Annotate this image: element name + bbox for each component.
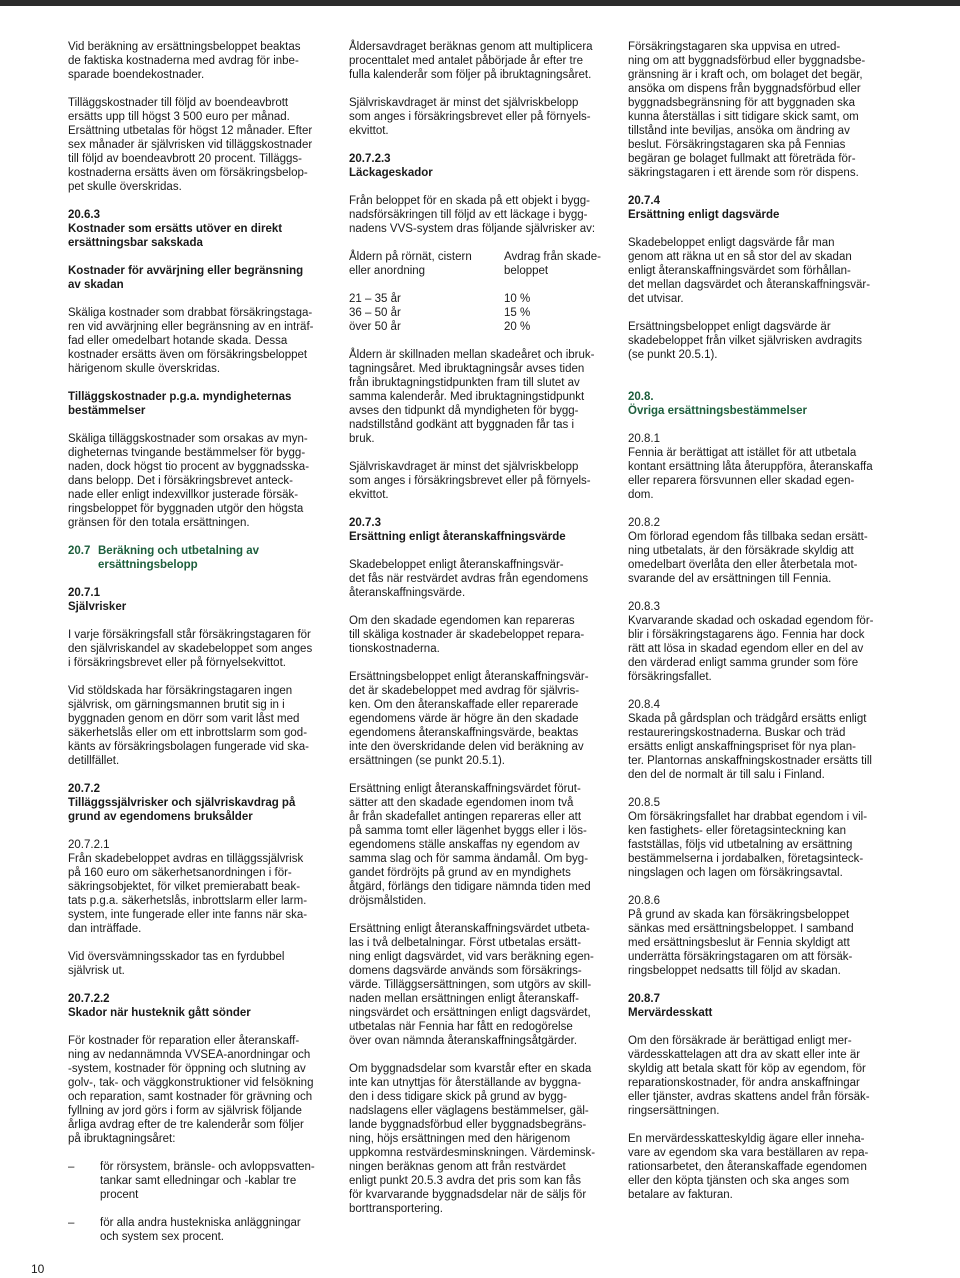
section-title: Övriga ersättningsbestämmelser [628,405,807,417]
table-header-cell: Åldern på rörnät, cistern eller anordning [349,251,472,277]
table-row [349,306,601,320]
section-number: 20.7.2.3 [349,153,391,165]
section-number: 20.8.3 [628,601,660,613]
section-heading-20-8 [628,376,890,418]
list-item-text: för alla andra hustekniska anläggningar och system sex procent. [100,1217,301,1243]
list-item-text: för rörsystem, bränsle- och avloppsvatten- tankar samt elledningar och -kablar tre procent [100,1161,315,1201]
paragraph: Vid beräkning av ersättningsbeloppet beaktas de faktiska kostnaderna med avdrag för inbe- sparade boendekostnader. [68,41,301,81]
paragraph: Om försäkringsfallet har drabbat egendom i vil- ken fastighets- eller företagsinteckning kan fastställas, följs vid utbetalning av ersättning bestämmelserna i jordabalken, företagsinteck- ningslagen och lagen om försäkringsavtal. [628,811,868,879]
section-title: Ersättning enligt återanskaffningsvärde [349,531,566,543]
page-number: 10 [31,1262,45,1276]
paragraph: Ersättning enligt återanskaffningsvärdet förut- sätter att den skadade egendomen inom två år från skadefallet antingen repareras eller att på samma tomt eller lägenhet byggs eller i lös- egendomens ställe anskaffas ny egendom av samma slag och för samma ändamål. Om byg- gandet fördröjts på grund av en myndighets åtgärd, förlängs den tidigare nämnda tiden med dröjsmålstiden. [349,783,591,907]
section-number: 20.7 [68,545,91,557]
table-cell: 15 % [504,307,531,319]
paragraph: Om den försäkrade är berättigad enligt mer- värdesskattelagen att dra av skatt eller inte är skyldig att betala skatt för köp av egendom, för reparationskostnader, för andra anskaffningar eller tjänster, avdras skattens andel från försäk- ringsersättningen. [628,1035,870,1117]
table-cell: 10 % [504,293,531,305]
paragraph: Vid stöldskada har försäkringstagaren ingen självrisk, om gärningsmannen brutit sig in i byggnaden genom en dörr som varit låst med säkerhetslås eller om ett inbrottslarm som god- känts av försäkringsbolagen fungerade vid ska- detillfället. [68,685,310,767]
section-number: 20.8.1 [628,433,660,445]
paragraph: Vid översvämningsskador tas en fyrdubbel självrisk ut. [68,951,285,977]
paragraph: Från beloppet för en skada på ett objekt i bygg- nadsförsäkringen till följd av ett läckage i bygg- nadens VVS-system dras följande självrisker av: [349,195,596,235]
section-number: 20.7.2.1 [68,839,110,851]
paragraph: Fennia är berättigat att istället för att utbetala kontant ersättning låta återuppföra, återanskaffa eller reparera försvunnen eller skadad egen- dom. [628,447,873,501]
table-header-row [349,250,601,278]
paragraph: Om förlorad egendom fås tillbaka sedan ersätt- ning utbetalats, är den försäkrade skyldig att omedelbart överlåta den eller återbetala mot- svarande del av ersättningen till Fennia. [628,531,868,585]
column-2 [349,40,611,1230]
paragraph: Tilläggskostnader till följd av boendeavbrott ersätts upp till högst 3 500 euro per månad. Ersättning utbetalas för högst 12 månader. Efter sex månader är självrisken vid tilläggskostnader till följd av boendeavbrott 20 procent. Tilläggs- kostnaderna ersätts även om försäkringsbelop- pet skulle överskridas. [68,97,313,193]
paragraph: Skäliga kostnader som drabbat försäkringstaga- ren vid avvärjning eller begränsning av en inträf- fad eller omedelbart hotande skada. Dessa kostnader ersätts även om försäkringsbeloppet härigenom skulle överskridas. [68,307,314,375]
paragraph: Skadebeloppet enligt återanskaffningsvär- det fås när restvärdet avdras från egendomens återanskaffningsvärde. [349,559,589,599]
section-number: 20.7.3 [349,517,381,529]
paragraph: Åldern är skillnaden mellan skadeåret och ibruk- tagningsåret. Med ibruktagningsår avses tiden från ibruktagningstidpunkten fram till slutet av samma kalenderår. Med ibruktagningstidpunkt avses den tidpunkt då myndigheten för bygg- nadstillstånd godkänt att byggnaden får tas i bruk. [349,349,595,445]
section-number: 20.8.2 [628,517,660,529]
column-1 [68,40,323,1258]
paragraph: Självriskavdraget är minst det självriskbelopp som anges i försäkringsbrevet eller på förnyels- ekvittot. [349,97,591,137]
table-cell: 21 – 35 år [349,293,401,305]
table-cell: 20 % [504,321,531,333]
paragraph: Ersättningsbeloppet enligt återanskaffningsvär- det är skadebeloppet med avdrag för självris- ken. Om den återanskaffade eller reparerade egendomens värde är högre än den skadade egendomens återanskaffningsvärde, beaktas inte den överskridande delen vid beräkning av ersättningen (se punkt 20.5.1). [349,671,589,767]
dash-bullet: – [68,1217,75,1229]
section-number: 20.7.2.2 [68,993,110,1005]
section-heading-20-7 [68,544,323,572]
section-title: Mervärdesskatt [628,1007,713,1019]
paragraph: Självriskavdraget är minst det självriskbelopp som anges i försäkringsbrevet eller på förnyels- ekvittot. [349,461,591,501]
section-number: 20.8.7 [628,993,660,1005]
dash-bullet: – [68,1161,75,1173]
section-number: 20.8.5 [628,797,660,809]
table-cell: 36 – 50 år [349,307,401,319]
subsection-title: Kostnader för avvärjning eller begränsning av skadan [68,265,304,291]
table-row [349,320,601,334]
section-title: Tilläggssjälvrisker och självriskavdrag på grund av egendomens bruksålder [68,797,296,823]
section-number: 20.7.4 [628,195,660,207]
paragraph: Kvarvarande skadad och oskadad egendom för- blir i försäkringstagarens ägo. Fennia har dock rätt att lösa in skadad egendom eller en del av den värderad enligt samma grunder som före försäkringsfallet. [628,615,874,683]
paragraph: Från skadebeloppet avdras en tilläggssjälvrisk på 160 euro om säkerhetsanordningen i för- säkringsobjektet, för vilket premierabatt beak- tats p.g.a. säkerhetslås, inbrottslarm eller larm- system, inte fungerade eller inte fanns när ska- dan inträffade. [68,853,308,935]
section-title: Självrisker [68,601,127,613]
list-item [68,1216,323,1244]
section-number: 20.8.6 [628,895,660,907]
section-title: Kostnader som ersätts utöver en direkt ersättningsbar sakskada [68,223,283,249]
section-number: 20.6.3 [68,209,100,221]
section-number: 20.7.1 [68,587,100,599]
list-item [68,1160,323,1202]
section-number: 20.7.2 [68,783,100,795]
column-3 [628,40,890,1216]
deduction-table [349,250,601,334]
paragraph: På grund av skada kan försäkringsbeloppet sänkas med ersättningsbeloppet. I samband med ersättningsbeslut är Fennia skyldigt att underrätta försäkringstagaren om att försäk- ringsbeloppet nedsatts till följd av skadan. [628,909,854,977]
section-title: Läckageskador [349,167,433,179]
paragraph: Skäliga tilläggskostnader som orsakas av myn- digheternas tvingande bestämmelser för bygg- naden, dock högst tio procent av byggnadsska- dans belopp. Det i försäkringsbrevet anteck- nade eller enligt indexvillkor justerade försäk- ringsbeloppet för byggnaden utgör den högsta gränsen för den totala ersättningen. [68,433,310,529]
paragraph: Åldersavdraget beräknas genom att multiplicera procenttalet med antalet påbörjade år efter tre fulla kalenderår som följer på ibruktagningsåret. [349,41,593,81]
section-number: 20.8. [628,391,654,403]
paragraph: Om byggnadsdelar som kvarstår efter en skada inte kan utnyttjas för återställande av byggna- den i dess tidigare skick på grund av bygg- nadslagens eller väglagens bestämmelser, gäl- lande byggnadsförbud eller byggnadsbegräns- ning, höjs ersättningen med den härigenom uppkomna restvärdesminskningen. Värdeminsk- ningen beräknas genom att från restvärdet enligt punkt 20.5.3 avdra det pris som kan fås för kvarvarande byggnadsdelar när de säljs för borttransportering. [349,1063,596,1215]
paragraph: Försäkringstagaren ska uppvisa en utred- ning om att byggnadsförbud eller byggnadsbe- gränsning är i kraft och, om bolaget det begär, ansöka om dispens från byggnadsförbud eller byggnadsbegränsning för att byggnaden ska kunna återställas i sitt tidigare skick samt, om tillstånd inte beviljas, ansöka om ändring av beslut. Försäkringstagaren ska på Fennias begäran ge bolaget fullmakt att företräda för- säkringstagaren i ett ärende som rör dispens. [628,41,866,179]
section-title: Ersättning enligt dagsvärde [628,209,780,221]
paragraph: Skadebeloppet enligt dagsvärde får man genom att räkna ut en så stor del av skadan enligt återanskaffningsvärdet som förhållan- det mellan dagsvärdet och återanskaffningsvär- det utvisar. [628,237,871,305]
top-bar [0,0,960,6]
section-title: Beräkning och utbetalning av ersättningsbelopp [98,545,260,571]
section-title: Skador när husteknik gått sönder [68,1007,251,1019]
subsection-title: Tilläggskostnader p.g.a. myndigheternas bestämmelser [68,391,292,417]
paragraph: För kostnader för reparation eller återanskaff- ning av nedannämnda VVSEA-anordningar och -system, kostnader för öppning och slutning av golv-, tak- och väggkonstruktioner vid felsökning och reparation, samt kostnader för grävning och fyllning av jord görs i form av självrisk följande årliga avdrag efter de tre kalenderår som följer på ibruktagningsåret: [68,1035,314,1145]
paragraph: Ersättning enligt återanskaffningsvärdet utbeta- las i två delbetalningar. Först utbetalas ersätt- ning enligt dagsvärdet, vid vars beräkning egen- domens dagsvärde används som försäkrings- värde. Tilläggsersättningen, som utgörs av skill- naden mellan ersättningen enligt återanskaff- ningsvärdet och ersättningen enligt dagsvärdet, utbetalas när Fennia har fått en redogörelse över ovan nämnda återanskaffningsåtgärder. [349,923,594,1047]
paragraph: Om den skadade egendomen kan repareras till skäliga kostnader är skadebeloppet repara- tionskostnaderna. [349,615,585,655]
table-header-cell: Avdrag från skade- beloppet [504,251,601,277]
table-cell: över 50 år [349,321,401,333]
table-row [349,292,601,306]
paragraph: Ersättningsbeloppet enligt dagsvärde är skadebeloppet från vilket självrisken avdragits (se punkt 20.5.1). [628,321,862,361]
paragraph: Skada på gårdsplan och trädgård ersätts enligt restaureringskostnaderna. Buskar och träd ersätts enligt anskaffningspriset för nya plan- ter. Plantornas anskaffningskostnader ersätts till den del de normalt är till salu i Finland. [628,713,872,781]
section-number: 20.8.4 [628,699,660,711]
paragraph: En mervärdesskatteskyldig ägare eller inneha- vare av egendom ska vara beställaren av repa- rationsarbetet, den återanskaffade egendomen eller den köpta tjänsten och ska anges som betalare av fakturan. [628,1133,869,1201]
paragraph: I varje försäkringsfall står försäkringstagaren för den självriskandel av skadebeloppet som anges i försäkringsbrevet eller på förnyelsekvittot. [68,629,313,669]
